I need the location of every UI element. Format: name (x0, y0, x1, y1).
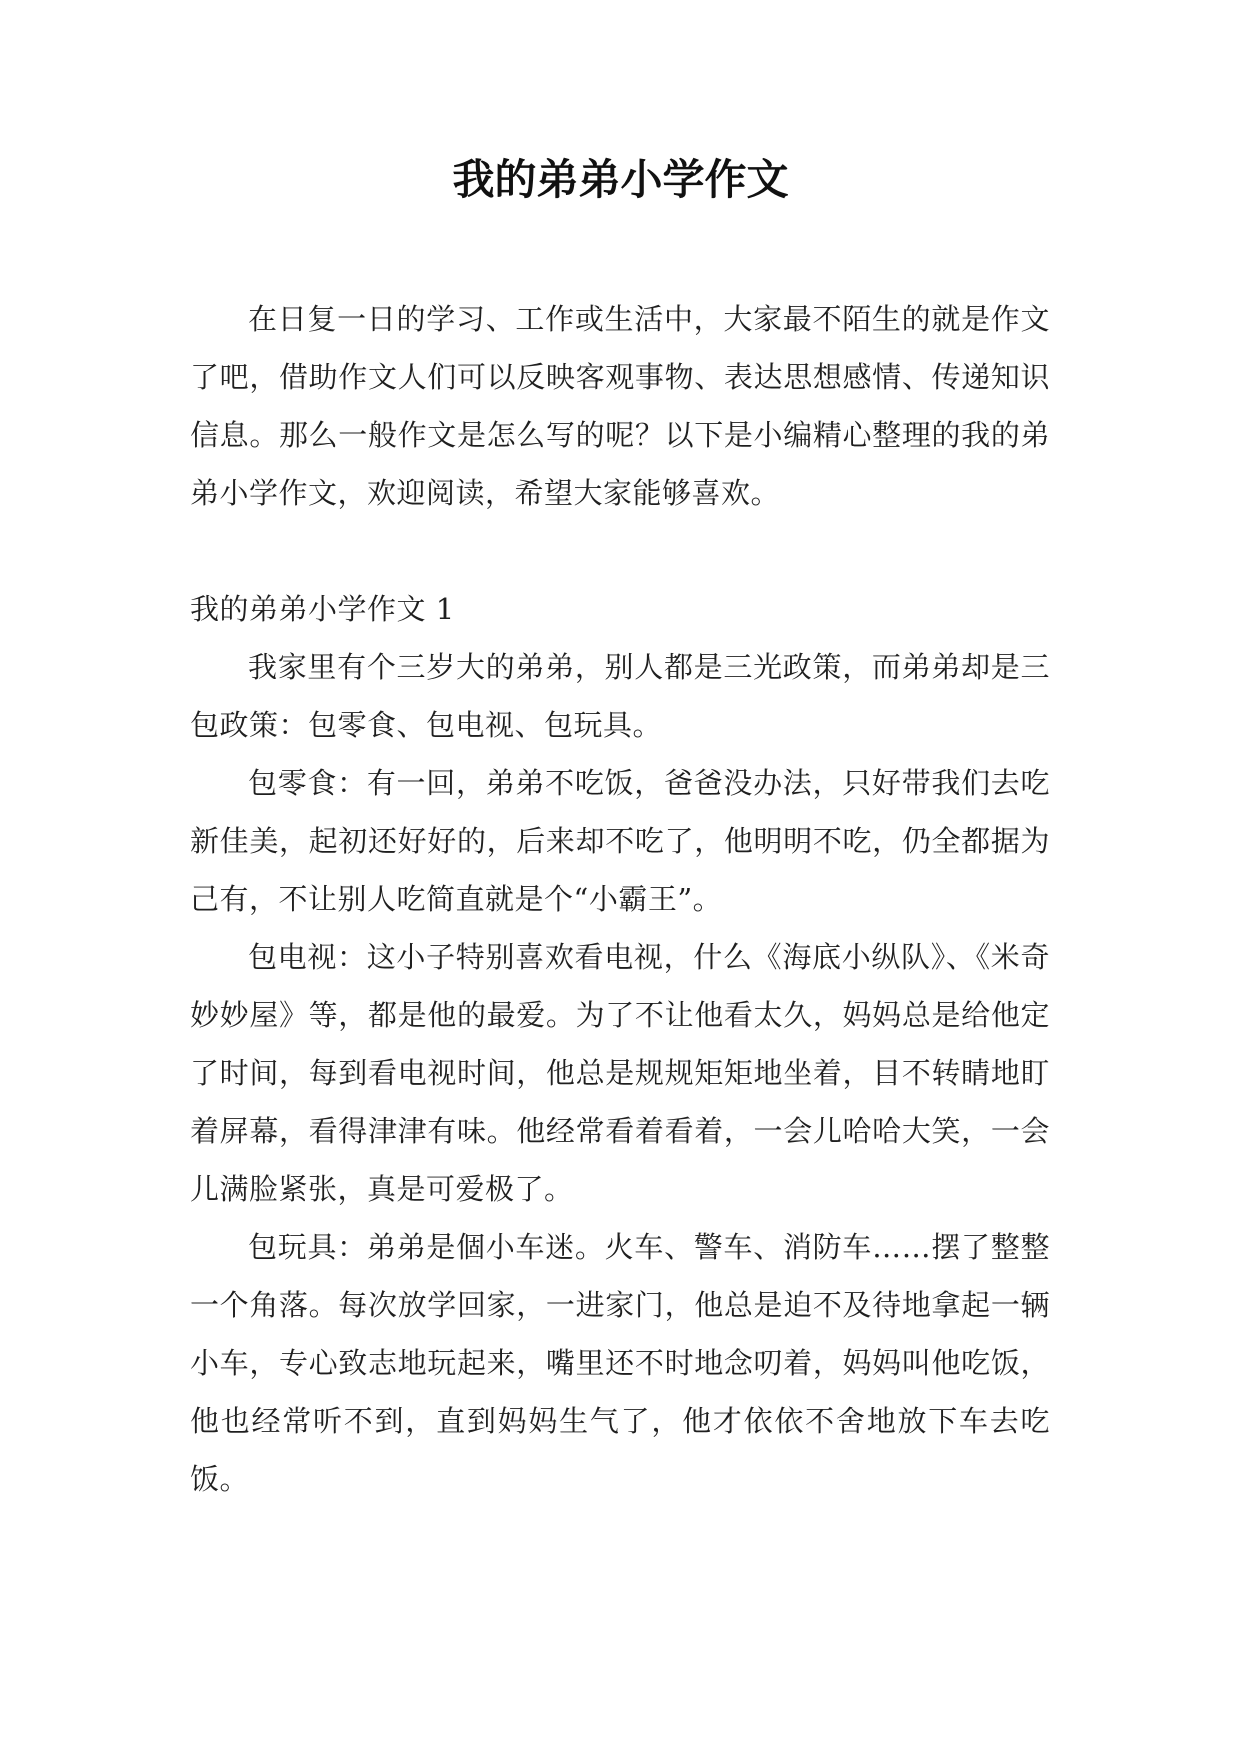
document-body (190, 290, 1050, 1508)
section-heading: 我的弟弟小学作文 1 (190, 592, 455, 626)
paragraph-family: 我家里有个三岁大的弟弟，别人都是三光政策，而弟弟却是三包政策：包零食、包电视、包玩具。 (190, 650, 1050, 742)
paragraph-tv: 包电视：这小子特别喜欢看电视，什么《海底小纵队》、《米奇妙妙屋》等，都是他的最爱。为了不让他看太久，妈妈总是给他定了时间，每到看电视时间，他总是规规矩矩地坐着，目不转睛地盯着屏幕，看得津津有味。他经常看着看着，一会儿哈哈大笑，一会儿满脸紧张，真是可爱极了。 (190, 940, 1050, 1206)
document-title: 我的弟弟小学作文 (452, 155, 789, 204)
intro-paragraph: 在日复一日的学习、工作或生活中，大家最不陌生的就是作文了吧，借助作文人们可以反映客观事物、表达思想感情、传递知识信息。那么一般作文是怎么写的呢？以下是小编精心整理的我的弟弟小学作文，欢迎阅读，希望大家能够喜欢。 (190, 302, 1050, 510)
paragraph-toys: 包玩具：弟弟是個小车迷。火车、警车、消防车……摆了整整一个角落。每次放学回家，一进家门，他总是迫不及待地拿起一辆小车，专心致志地玩起来，嘴里还不时地念叨着，妈妈叫他吃饭，他也经常听不到，直到妈妈生气了，他才依依不舍地放下车去吃饭。 (190, 1230, 1050, 1496)
paragraph-snacks: 包零食：有一回，弟弟不吃饭，爸爸没办法，只好带我们去吃新佳美，起初还好好的，后来却不吃了，他明明不吃，仍全都据为己有，不让别人吃简直就是个“小霸王”。 (190, 766, 1050, 916)
